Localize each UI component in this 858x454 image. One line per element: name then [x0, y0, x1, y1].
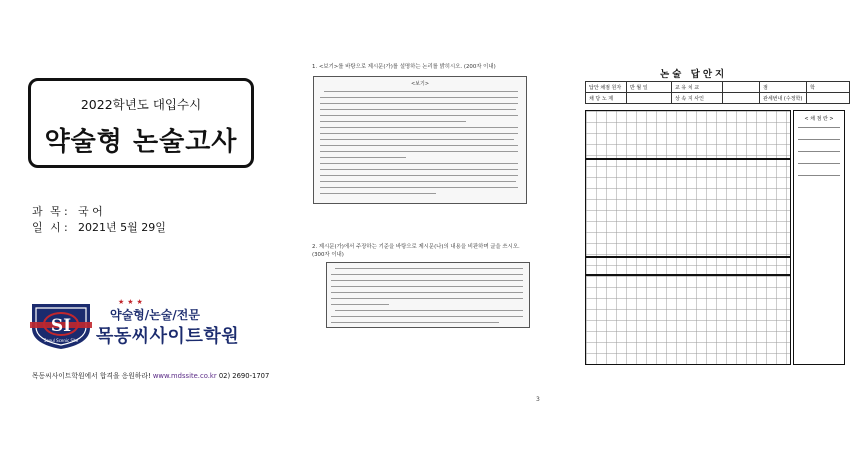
exam-title: 약술형 논술고사	[44, 127, 238, 157]
cover-title-box	[28, 78, 254, 168]
info-cell	[723, 82, 760, 93]
logo-subtitle: 약술형/논술/전문	[110, 308, 200, 322]
svg-text:Seoul Scenic Site: Seoul Scenic Site	[43, 338, 79, 343]
grid-divider-line	[585, 274, 791, 276]
info-cell: 점	[760, 82, 807, 93]
exam-year-line: 2022학년도 대입수시	[80, 97, 202, 112]
info-cell	[627, 93, 672, 104]
scoring-box	[793, 110, 845, 365]
question-1: 1. <보기>를 바탕으로 제시문(가)를 설명하는 논리를 밝히시오. (200자 이내)	[312, 64, 496, 70]
subject-row: 과 목: 국 어	[32, 205, 103, 218]
cover-footer	[32, 370, 269, 380]
info-cell: 상 속 지 사인	[672, 93, 723, 104]
footer-phone: 02) 2690-1707	[218, 372, 270, 380]
question-2: 2. 제시문(가)에서 주장하는 기준을 바탕으로 제시문(나)의 내용을 비판하며 글을 쓰시오. (300자 이내)	[312, 244, 520, 258]
grid-divider-line	[585, 158, 791, 160]
info-cell: 답안 채점 원자	[586, 82, 627, 93]
info-cell: 교 유 치 교	[672, 82, 723, 93]
info-cell: 반 월 일	[627, 82, 672, 93]
example-box-title: <보기>	[410, 81, 430, 87]
info-cell: 채 당 노 제	[586, 93, 627, 104]
subject-label: 과 목	[32, 205, 63, 218]
scoring-box-title: < 채 점 란 >	[804, 116, 834, 122]
date-label: 일 시	[32, 221, 63, 234]
info-row	[586, 93, 850, 104]
footer-slogan: 목동씨사이트학원에서 합격을 응원하라!	[32, 372, 151, 380]
grid-divider-line	[585, 256, 791, 258]
answer-sheet-title: 논술 답안지	[660, 69, 728, 80]
academy-shield-logo	[30, 298, 92, 350]
info-cell: 학	[807, 82, 850, 93]
answer-info-table	[585, 81, 850, 104]
passage-box	[326, 262, 530, 328]
subject-value: 국 어	[78, 205, 103, 218]
example-box	[313, 76, 527, 204]
academy-name: 목동씨사이트학원	[96, 326, 240, 347]
footer-url[interactable]: www.mdssite.co.kr	[152, 372, 217, 380]
info-cell	[807, 93, 850, 104]
logo-stars: ★★★	[118, 298, 146, 306]
page-number: 3	[536, 396, 540, 403]
svg-text:SI: SI	[50, 316, 72, 336]
info-cell	[723, 93, 760, 104]
info-row	[586, 82, 850, 93]
info-cell: 관세번내 (수정학)	[760, 93, 807, 104]
date-value: 2021년 5월 29일	[78, 221, 166, 234]
answer-writing-grid[interactable]	[585, 110, 791, 365]
date-row: 일 시: 2021년 5월 29일	[32, 221, 166, 234]
